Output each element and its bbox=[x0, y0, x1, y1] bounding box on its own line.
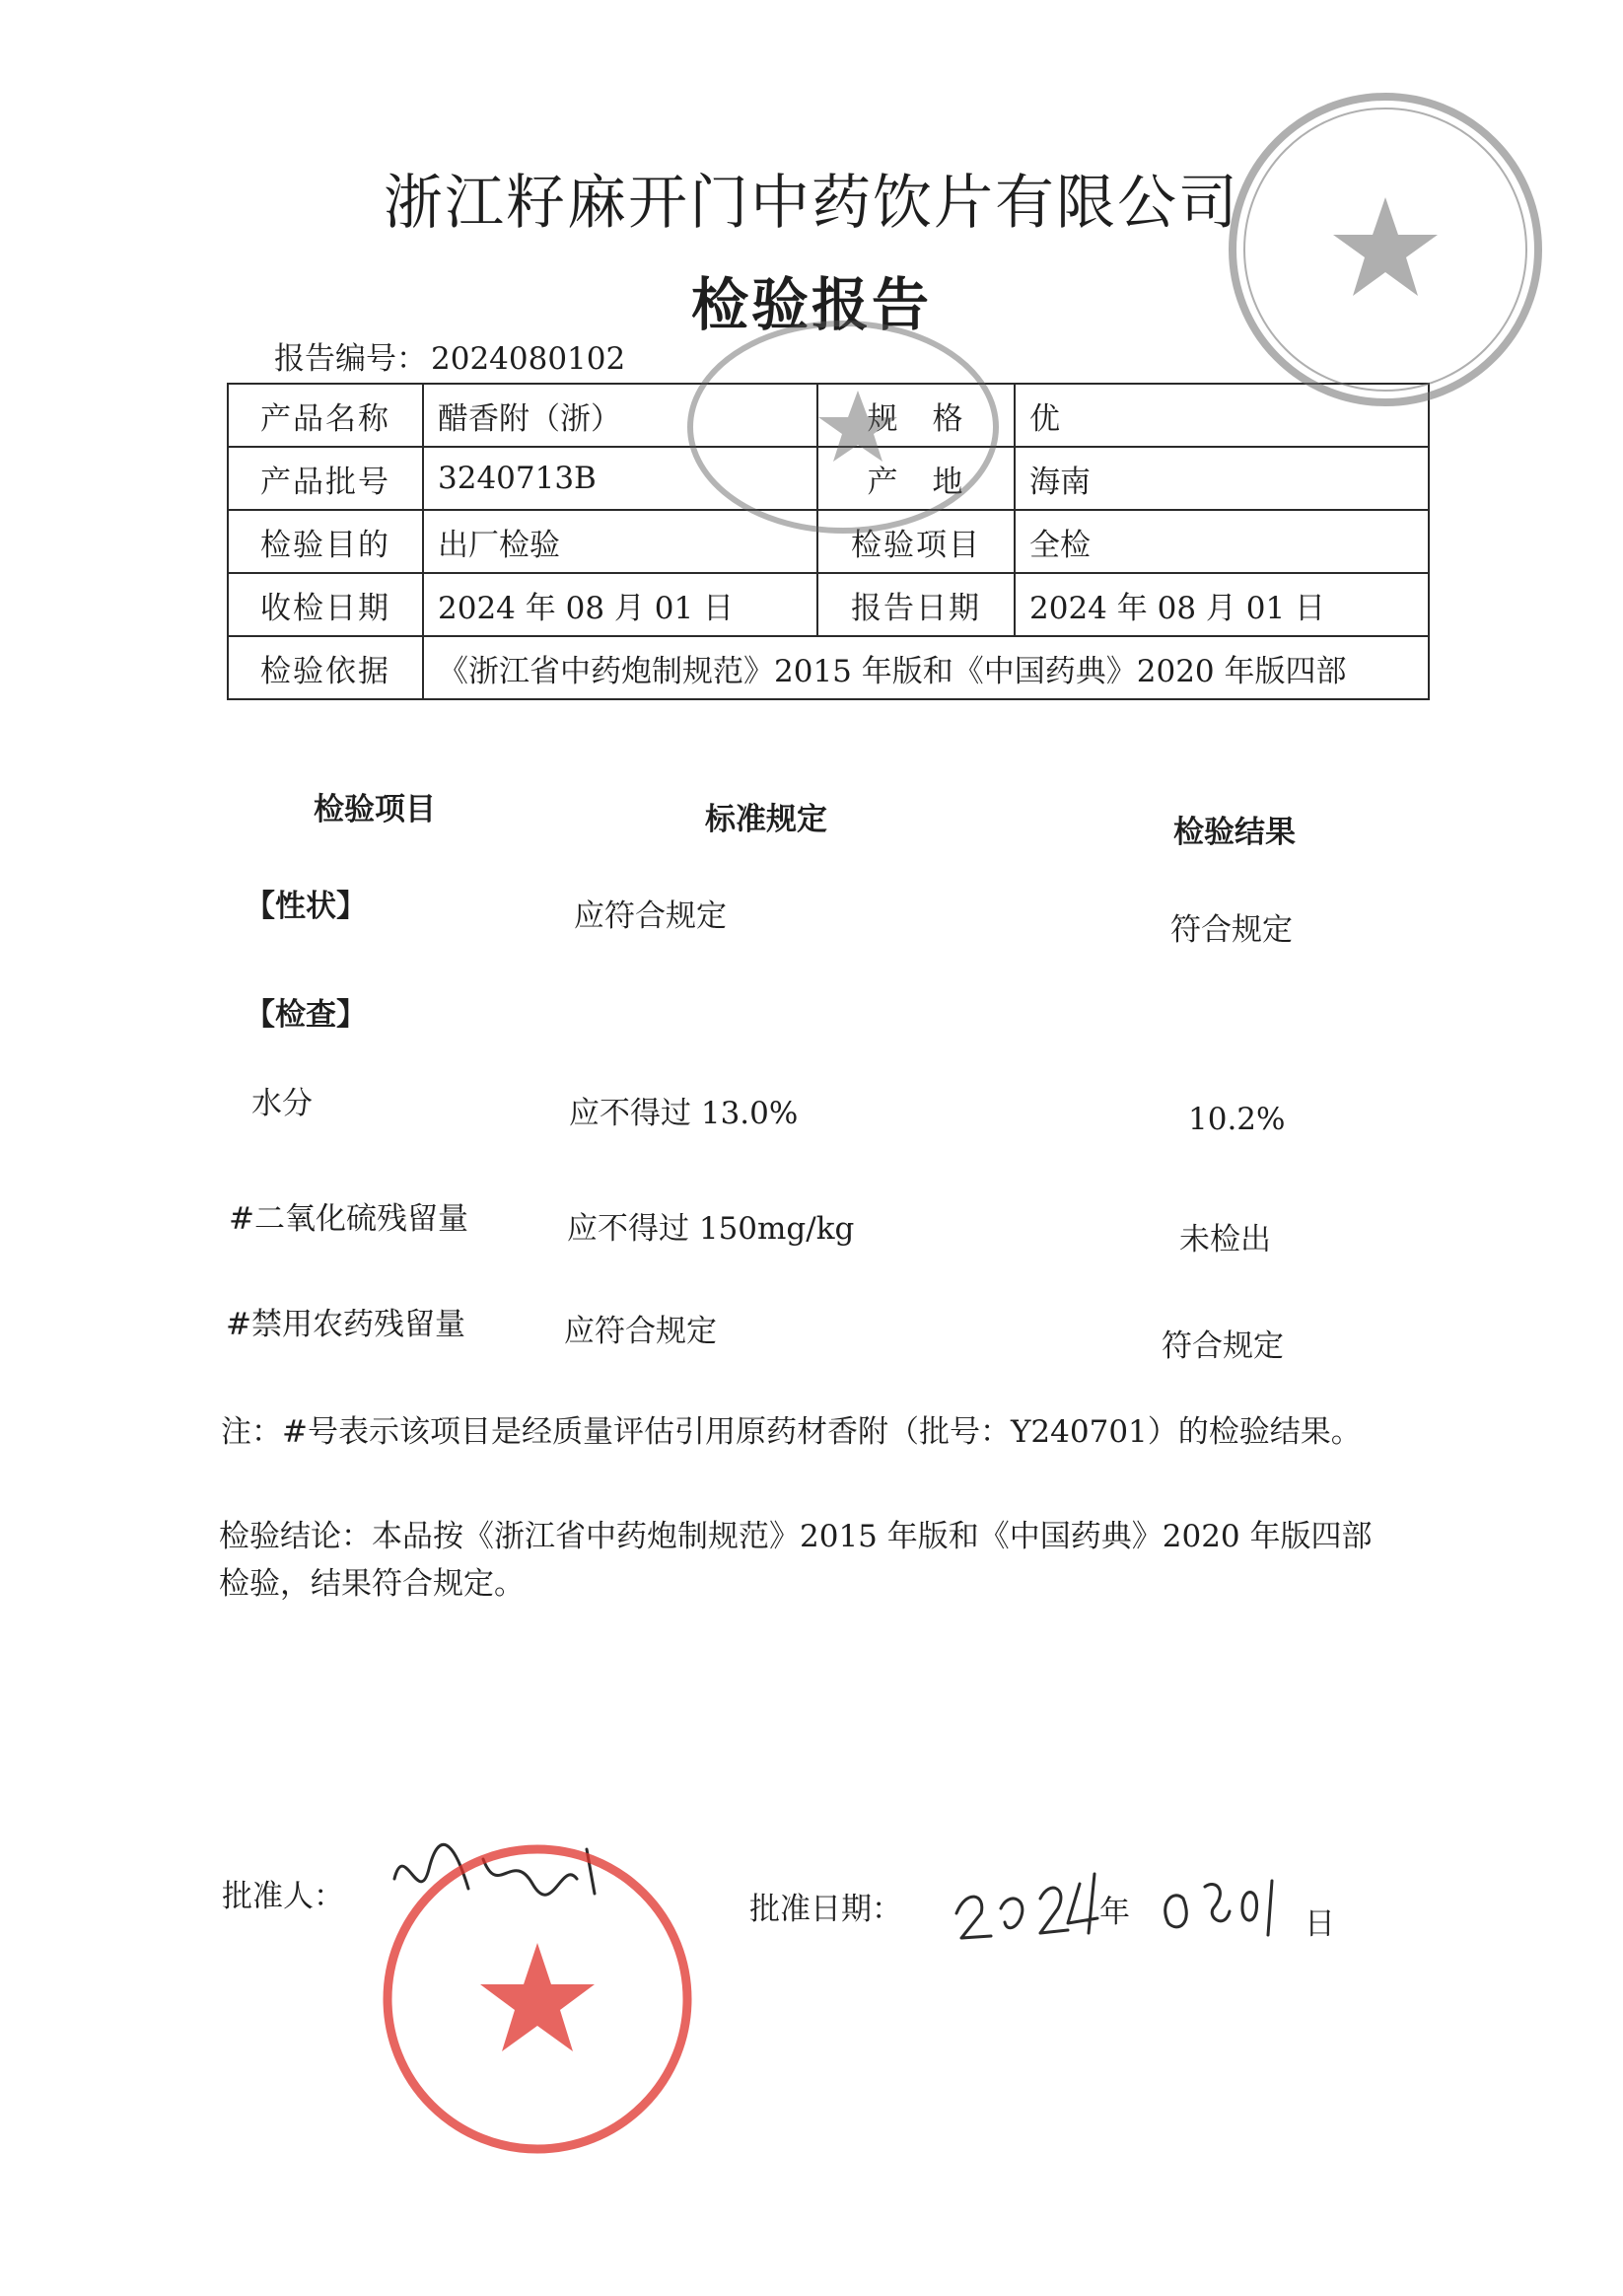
table-row bbox=[228, 636, 1429, 699]
receive-date-value: 2024 年 08 月 01 日 bbox=[423, 573, 817, 636]
document-title: 检验报告 bbox=[690, 271, 932, 338]
conclusion-line-1: 检验结论：本品按《浙江省中药炮制规范》2015 年版和《中国药典》2020 年版四部 bbox=[219, 1519, 1373, 1554]
note: 注：#号表示该项目是经质量评估引用原药材香附（批号：Y240701）的检验结果。 bbox=[221, 1414, 1362, 1450]
report-date-value: 2024 年 08 月 01 日 bbox=[1015, 573, 1429, 636]
company-name: 浙江籽麻开门中药饮片有限公司 bbox=[384, 169, 1239, 238]
moisture-result: 10.2% bbox=[1188, 1102, 1286, 1137]
approve-date-day-char: 日 bbox=[1305, 1906, 1335, 1942]
table-row bbox=[228, 573, 1429, 636]
appearance-result: 符合规定 bbox=[1170, 912, 1293, 948]
appearance-standard: 应符合规定 bbox=[574, 898, 727, 934]
moisture-label: 水分 bbox=[251, 1086, 313, 1121]
approve-date-handwritten bbox=[947, 1859, 1321, 1948]
purpose-value: 出厂检验 bbox=[423, 510, 817, 573]
approver-label: 批准人： bbox=[222, 1879, 344, 1914]
receive-date-label: 收检日期 bbox=[228, 573, 423, 636]
col-header-standard: 标准规定 bbox=[705, 802, 827, 837]
origin-label: 产 地 bbox=[817, 447, 1015, 510]
spec-value: 优 bbox=[1015, 384, 1429, 447]
basis-label: 检验依据 bbox=[228, 636, 423, 699]
pesticide-result: 符合规定 bbox=[1162, 1328, 1284, 1364]
pesticide-label: #禁用农药残留量 bbox=[226, 1307, 465, 1342]
report-number bbox=[274, 333, 625, 378]
batch-label: 产品批号 bbox=[228, 447, 423, 510]
so2-standard: 应不得过 150mg/kg bbox=[567, 1211, 855, 1247]
items-label: 检验项目 bbox=[817, 510, 1015, 573]
so2-label: #二氧化硫残留量 bbox=[229, 1201, 468, 1237]
table-row bbox=[228, 447, 1429, 510]
origin-value: 海南 bbox=[1015, 447, 1429, 510]
report-date-label: 报告日期 bbox=[817, 573, 1015, 636]
so2-result: 未检出 bbox=[1179, 1222, 1271, 1257]
conclusion-line-2: 检验，结果符合规定。 bbox=[219, 1566, 525, 1602]
col-header-item: 检验项目 bbox=[314, 792, 436, 827]
table-row bbox=[228, 384, 1429, 447]
table-row bbox=[228, 510, 1429, 573]
report-number-label: 报告编号： bbox=[274, 341, 427, 377]
basis-value: 《浙江省中药炮制规范》2015 年版和《中国药典》2020 年版四部 bbox=[423, 636, 1429, 699]
approve-date-label: 批准日期： bbox=[749, 1892, 902, 1927]
check-section-label: 【检查】 bbox=[245, 997, 367, 1033]
moisture-standard: 应不得过 13.0% bbox=[569, 1096, 799, 1131]
product-info-table bbox=[227, 383, 1430, 700]
product-name-value: 醋香附（浙） bbox=[423, 384, 817, 447]
company-quality-stamp-top bbox=[1223, 87, 1548, 412]
approve-date-year-char: 年 bbox=[1099, 1895, 1130, 1930]
items-value: 全检 bbox=[1015, 510, 1429, 573]
pesticide-standard: 应符合规定 bbox=[564, 1314, 717, 1349]
appearance-label: 【性状】 bbox=[245, 889, 367, 924]
product-name-label: 产品名称 bbox=[228, 384, 423, 447]
batch-value: 3240713B bbox=[423, 447, 817, 510]
report-number-value: 2024080102 bbox=[431, 341, 626, 377]
approver-signature bbox=[375, 1820, 631, 1928]
spec-label: 规 格 bbox=[817, 384, 1015, 447]
col-header-result: 检验结果 bbox=[1173, 815, 1296, 850]
purpose-label: 检验目的 bbox=[228, 510, 423, 573]
